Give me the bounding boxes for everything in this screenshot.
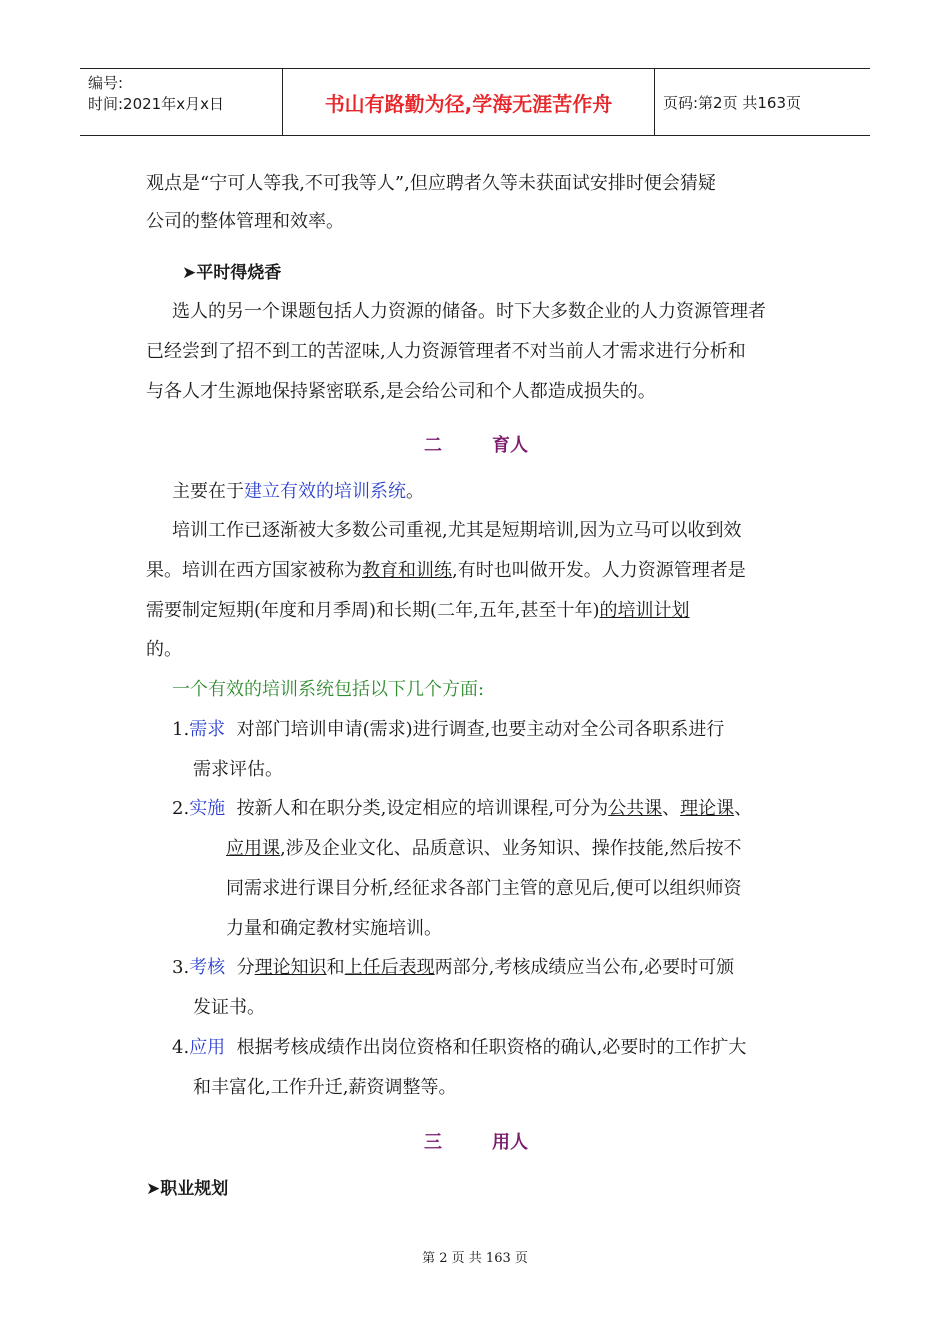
list-term: 实施: [189, 798, 226, 819]
list-item-continuation: 力量和确定教材实施培训。: [226, 918, 442, 939]
underlined-term: 教育和训练: [362, 560, 452, 581]
header-motto: 书山有路勤为径,学海无涯苦作舟: [283, 69, 655, 135]
list-item: 2.实施 按新人和在职分类,设定相应的培训课程,可分为公共课、理论课、: [172, 798, 753, 819]
paragraph-line: 已经尝到了招不到工的苦涩味,人力资源管理者不对当前人才需求进行分析和: [146, 341, 746, 362]
list-item: 3.考核 分理论知识和上任后表现两部分,考核成绩应当公布,必要时可颁: [172, 957, 735, 978]
paragraph-line: 培训工作已逐渐被大多数公司重视,尤其是短期培训,因为立马可以收到效: [172, 520, 742, 541]
list-item-continuation: 发证书。: [193, 997, 265, 1018]
heading-zhiye: ➤职业规划: [146, 1179, 229, 1199]
header-meta: [80, 69, 283, 135]
paragraph-line: 与各人才生源地保持紧密联系,是会给公司和个人都造成损失的。: [146, 381, 656, 402]
time-label: 时间:2021年x月x日: [88, 95, 224, 113]
list-item-continuation: 同需求进行课目分析,经征求各部门主管的意见后,便可以组织师资: [226, 878, 742, 899]
underlined-term: 的培训计划: [599, 600, 690, 621]
section-number: 二: [424, 435, 442, 456]
page-header: [80, 68, 870, 136]
list-term: 考核: [189, 957, 226, 978]
page-footer: 第 2 页 共 163 页: [422, 1251, 528, 1266]
section-title: 用人: [492, 1132, 528, 1153]
paragraph-line: 需要制定短期(年度和月季周)和长期(二年,五年,甚至十年)的培训计划: [146, 600, 690, 621]
section-title: 育人: [492, 435, 528, 456]
paragraph-line: 选人的另一个课题包括人力资源的储备。时下大多数企业的人力资源管理者: [172, 301, 766, 322]
paragraph-line: 观点是“宁可人等我,不可我等人”,但应聘者久等未获面试安排时便会猜疑: [146, 173, 716, 194]
section-number: 三: [424, 1132, 442, 1153]
list-item-continuation: 应用课,涉及企业文化、品质意识、业务知识、操作技能,然后按不: [226, 838, 742, 859]
list-term: 应用: [189, 1037, 226, 1058]
list-term: 需求: [189, 719, 226, 740]
header-page-label: 页码:第2页 共163页: [663, 93, 801, 112]
paragraph-line: 公司的整体管理和效率。: [146, 211, 344, 232]
paragraph-line: 果。培训在西方国家被称为教育和训练,有时也叫做开发。人力资源管理者是: [146, 560, 746, 581]
list-item-continuation: 需求评估。: [193, 759, 283, 780]
paragraph-line: 主要在于建立有效的培训系统。: [172, 481, 424, 502]
list-item: 1.需求 对部门培训申请(需求)进行调查,也要主动对全公司各职系进行: [172, 719, 725, 740]
paragraph-line-green: 一个有效的培训系统包括以下几个方面:: [172, 679, 485, 700]
training-system-link[interactable]: 建立有效的培训系统: [244, 481, 406, 502]
arrowhead-bullet-icon: ➤: [182, 263, 197, 283]
list-item: 4.应用 根据考核成绩作出岗位资格和任职资格的确认,必要时的工作扩大: [172, 1037, 747, 1058]
list-item-continuation: 和丰富化,工作升迁,薪资调整等。: [193, 1077, 457, 1098]
number-label: 编号:: [88, 74, 124, 92]
arrowhead-bullet-icon: ➤: [146, 1179, 161, 1199]
heading-pingshi: ➤平时得烧香: [182, 263, 282, 283]
paragraph-line: 的。: [146, 639, 182, 660]
